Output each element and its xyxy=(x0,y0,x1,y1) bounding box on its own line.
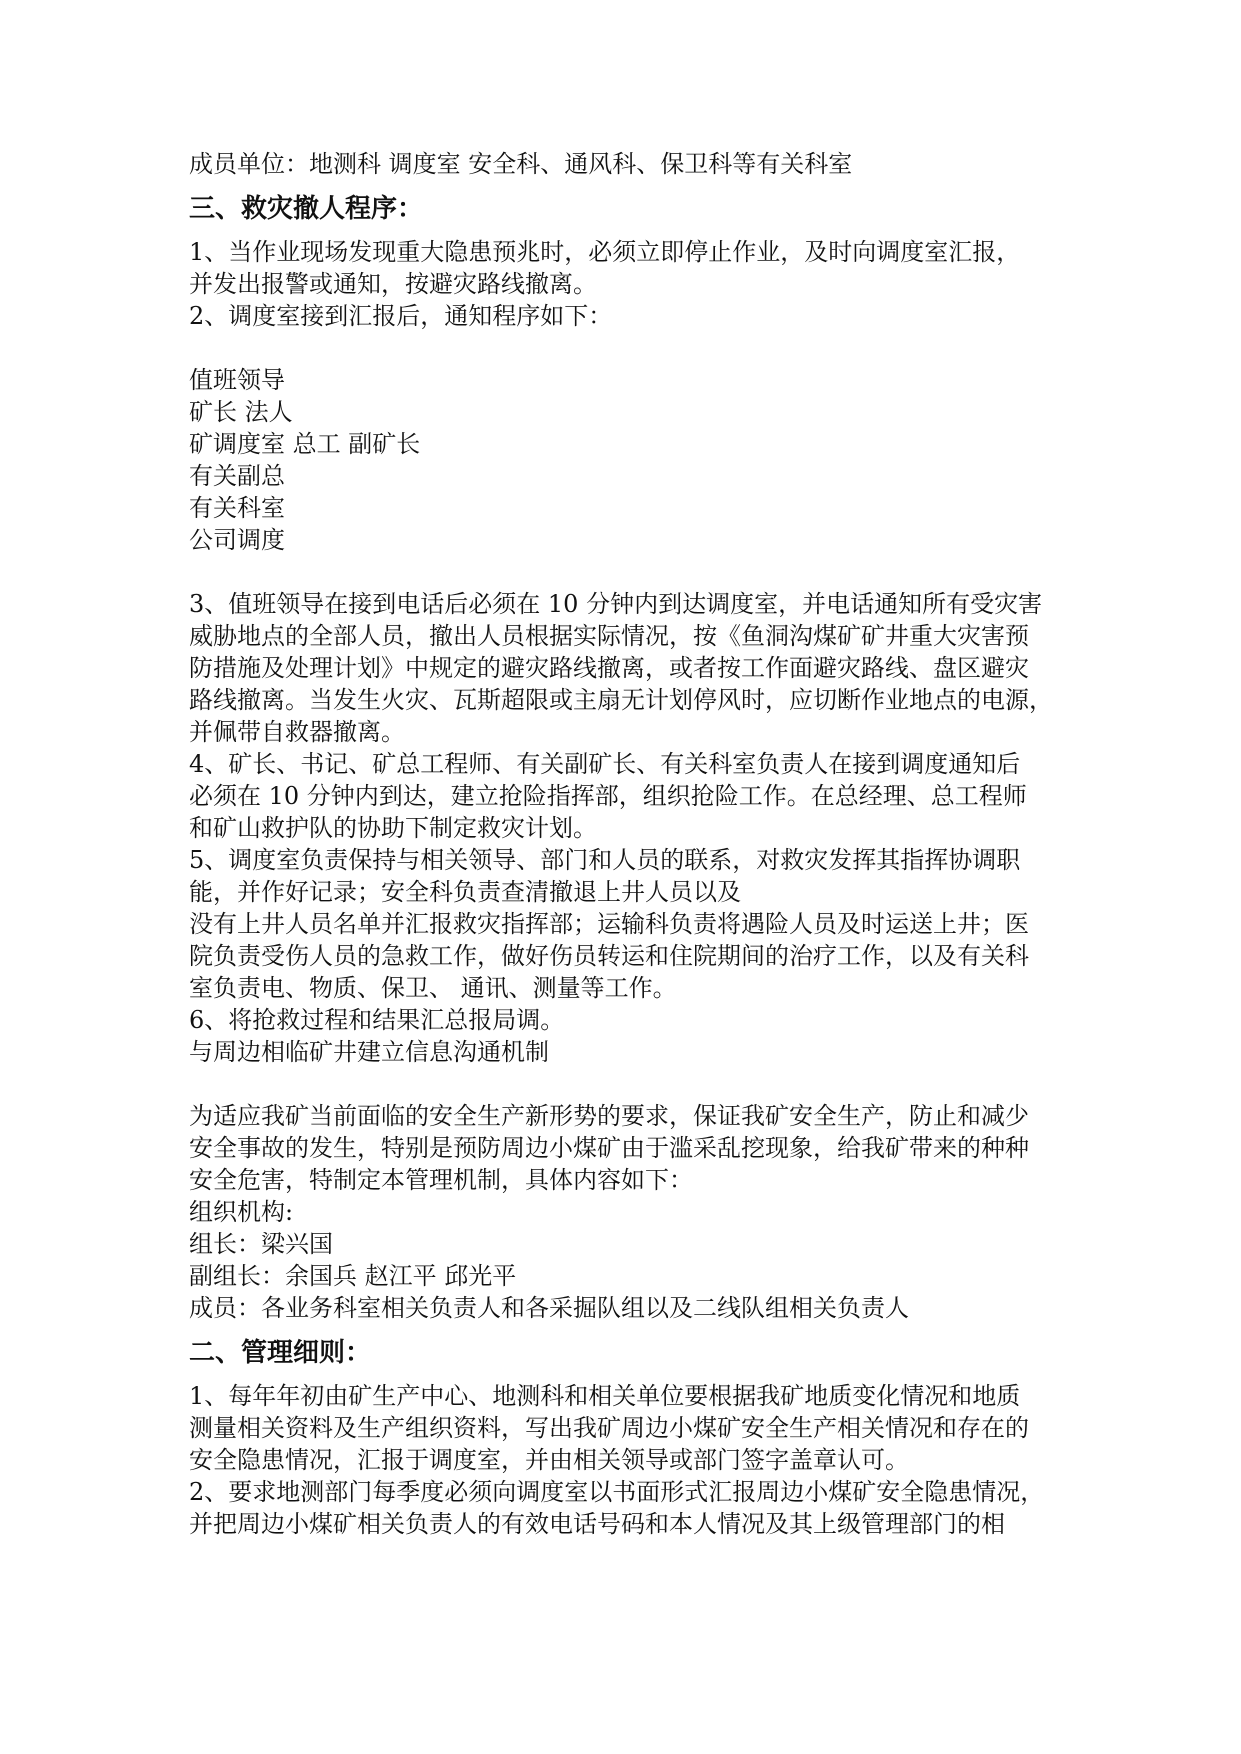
paragraph-line: 2、要求地测部门每季度必须向调度室以书面形式汇报周边小煤矿安全隐患情况， xyxy=(189,1478,1045,1506)
paragraph-line: 没有上井人员名单并汇报救灾指挥部；运输科负责将遇险人员及时运送上井；医 xyxy=(189,910,1029,938)
item-1-paragraph xyxy=(189,236,1059,300)
paragraph-line: 1、每年年初由矿生产中心、地测科和相关单位要根据我矿地质变化情况和地质 xyxy=(189,1382,1021,1410)
intro-paragraph xyxy=(189,1100,1059,1196)
paragraph-line: 必须在 10 分钟内到达，建立抢险指挥部，组织抢险工作。在总经理、总工程师 xyxy=(189,782,1027,810)
paragraph-line: 为适应我矿当前面临的安全生产新形势的要求，保证我矿安全生产，防止和减少 xyxy=(189,1102,1029,1130)
rule-1-paragraph xyxy=(189,1380,1059,1476)
paragraph-line: 并佩带自救器撤离。 xyxy=(189,718,405,746)
paragraph-line: 4、矿长、书记、矿总工程师、有关副矿长、有关科室负责人在接到调度通知后 xyxy=(189,750,1021,778)
paragraph-line: 防措施及处理计划》中规定的避灾路线撤离，或者按工作面避灾路线、盘区避灾 xyxy=(189,654,1029,682)
notify-list-item: 有关副总 xyxy=(189,462,285,490)
notify-list-item: 矿调度室 总工 副矿长 xyxy=(189,430,421,458)
paragraph-line: 5、调度室负责保持与相关领导、部门和人员的联系，对救灾发挥其指挥协调职 xyxy=(189,846,1021,874)
item-2-paragraph: 2、调度室接到汇报后，通知程序如下： xyxy=(189,302,613,330)
paragraph-line: 并发出报警或通知，按避灾路线撤离。 xyxy=(189,270,597,298)
leader-line: 组长：梁兴国 xyxy=(189,1230,333,1258)
org-label: 组织机构: xyxy=(189,1198,294,1226)
paragraph-line: 测量相关资料及生产组织资料，写出我矿周边小煤矿安全生产相关情况和存在的 xyxy=(189,1414,1029,1442)
paragraph-line: 院负责受伤人员的急救工作，做好伤员转运和住院期间的治疗工作，以及有关科 xyxy=(189,942,1029,970)
item-4-paragraph xyxy=(189,748,1059,844)
section3-title: 三、救灾撤人程序： xyxy=(189,194,424,224)
blank-line xyxy=(189,556,1059,588)
item-5-paragraph xyxy=(189,844,1059,1004)
paragraph-line: 安全事故的发生，特别是预防周边小煤矿由于滥采乱挖现象，给我矿带来的种种 xyxy=(189,1134,1029,1162)
paragraph-line: 路线撤离。当发生火灾、瓦斯超限或主扇无计划停风时，应切断作业地点的电源， xyxy=(189,686,1053,714)
member-units-line: 成员单位：地测科 调度室 安全科、通风科、保卫科等有关科室 xyxy=(189,150,853,178)
document-body xyxy=(189,148,1059,1540)
paragraph-line: 1、当作业现场发现重大隐患预兆时，必须立即停止作业，及时向调度室汇报， xyxy=(189,238,1021,266)
notify-list xyxy=(189,364,1059,556)
notify-list-item: 值班领导 xyxy=(189,366,285,394)
item-3-paragraph xyxy=(189,588,1059,748)
paragraph-line: 和矿山救护队的协助下制定救灾计划。 xyxy=(189,814,597,842)
paragraph-line: 安全隐患情况，汇报于调度室，并由相关领导或部门签字盖章认可。 xyxy=(189,1446,909,1474)
section2-title: 二、管理细则： xyxy=(189,1338,372,1368)
notify-list-item: 矿长 法人 xyxy=(189,398,293,426)
blank-line xyxy=(189,1068,1059,1100)
paragraph-line: 室负责电、物质、保卫、 通讯、测量等工作。 xyxy=(189,974,677,1002)
paragraph-line: 3、值班领导在接到电话后必须在 10 分钟内到达调度室，并电话通知所有受灾害 xyxy=(189,590,1043,618)
paragraph-line: 并把周边小煤矿相关负责人的有效电话号码和本人情况及其上级管理部门的相 xyxy=(189,1510,1005,1538)
paragraph-line: 能，并作好记录；安全科负责查清撤退上井人员以及 xyxy=(189,878,741,906)
paragraph-line: 安全危害，特制定本管理机制，具体内容如下： xyxy=(189,1166,693,1194)
paragraph-line: 威胁地点的全部人员，撤出人员根据实际情况，按《鱼洞沟煤矿矿井重大灾害预 xyxy=(189,622,1029,650)
rule-2-paragraph xyxy=(189,1476,1059,1540)
item-6-paragraph: 6、将抢救过程和结果汇总报局调。 xyxy=(189,1006,565,1034)
notify-list-item: 公司调度 xyxy=(189,526,285,554)
mechanism-title: 与周边相临矿井建立信息沟通机制 xyxy=(189,1038,549,1066)
members-line: 成员：各业务科室相关负责人和各采掘队组以及二线队组相关负责人 xyxy=(189,1294,909,1322)
deputy-leader-line: 副组长：余国兵 赵江平 邱光平 xyxy=(189,1262,517,1290)
notify-list-item: 有关科室 xyxy=(189,494,285,522)
blank-line xyxy=(189,332,1059,364)
